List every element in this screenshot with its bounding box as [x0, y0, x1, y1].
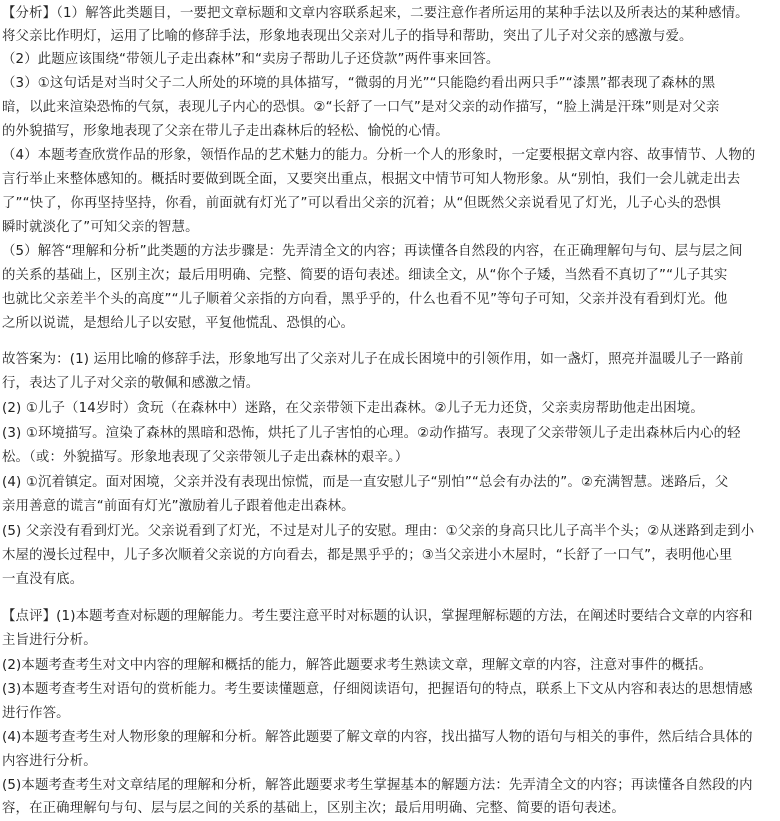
text-line: 进行作答。: [2, 706, 70, 721]
text-line: 【分析】（1）解答此类题目，一要把文章标题和文章内容联系起来，二要注意作者所运用的某种手法以及所表达的某种感情。: [2, 6, 749, 21]
text-line: 也就比父亲差半个头的高度”“儿子顺着父亲指的方向看，黑乎乎的，什么也看不见”等句子可知，父亲并没有看到灯光。他: [2, 292, 728, 307]
text-line: (4) ①沉着镇定。面对困境，父亲并没有表现出惊慌，而是一直安慰儿子“别怕”“总会有办法的”。②充满智慧。迷路后，父: [2, 475, 729, 490]
text-line: （4）本题考查欣赏作品的形象，领悟作品的艺术魅力的能力。分析一个人的形象时，一定要根据文章内容、故事情节、人物的: [2, 148, 756, 163]
text-line: 将父亲比作明灯，运用了比喻的修辞手法，形象地表现出父亲对儿子的指导和帮助，突出了儿子对父亲的感激与爱。: [2, 29, 693, 44]
text-line: 了”“快了，你再坚持坚持，你看，前面就有灯光了”可以看出父亲的沉着；从“但既然父亲说看见了灯光，儿子心头的恐惧: [2, 196, 721, 211]
text-line: 一直没有底。: [2, 572, 84, 587]
text-line: (2)本题考查考生对文中内容的理解和概括的能力，解答此题要求考生熟读文章，理解文章的内容，注意对事件的概括。: [2, 658, 712, 673]
text-line: 行，表达了儿子对父亲的敬佩和感激之情。: [2, 376, 260, 391]
text-line: 容，在正确理解句与句、层与层之间的关系的基础上，区别主次；最后用明确、完整、简要的语句表述。: [2, 801, 625, 816]
text-line: 之所以说谎，是想给儿子以安慰，平复他慌乱、恐惧的心。: [2, 316, 355, 331]
text-line: （5）解答“理解和分析”此类题的方法步骤是：先弄清全文的内容；再读懂各自然段的内容，在正确理解句与句、层与层之间: [2, 244, 743, 259]
text-line: 言行举止来整体感知的。概括时要做到既全面，又要突出重点，根据文中情节可知人物形象。从“别怕，我们一会儿就走出去: [2, 172, 741, 187]
text-line: 故答案为：(1) 运用比喻的修辞手法，形象地写出了父亲对儿子在成长困境中的引领作用，如一盏灯，照亮并温暖儿子一路前: [2, 352, 744, 367]
text-line: 木屋的漫长过程中，儿子多次顺着父亲说的方向看去，都是黑乎乎的；③当父亲进小木屋时，“长舒了一口气”，表明他心里: [2, 548, 733, 563]
text-line: 暗，以此来渲染恐怖的气氛，表现儿子内心的恐惧。②“长舒了一口气”是对父亲的动作描写，“脸上满是汗珠”则是对父亲: [2, 100, 720, 115]
text-line: 【点评】(1)本题考查对标题的理解能力。考生要注意平时对标题的认识，掌握理解标题的方法，在阐述时要结合文章的内容和: [2, 609, 753, 624]
text-line: (3)本题考查考生对语句的赏析能力。考生要读懂题意，仔细阅读语句，把握语句的特点，联系上下文从内容和表达的思想情感: [2, 682, 753, 697]
text-line: 内容进行分析。: [2, 754, 97, 769]
text-line: (3) ①环境描写。渲染了森林的黑暗和恐怖，烘托了儿子害怕的心理。②动作描写。表现了父亲带领儿子走出森林后内心的轻: [2, 426, 741, 441]
text-line: (5) 父亲没有看到灯光。父亲说看到了灯光，不过是对儿子的安慰。理由：①父亲的身高只比儿子高半个头；②从迷路到走到小: [2, 524, 755, 539]
text-line: 的外貌描写，形象地表现了父亲在带儿子走出森林后的轻松、愉悦的心情。: [2, 124, 449, 139]
text-line: 主旨进行分析。: [2, 633, 97, 648]
text-line: (2) ①儿子（14岁时）贪玩（在森林中）迷路，在父亲带领下走出森林。②儿子无力还贷，父亲卖房帮助他走出困境。: [2, 401, 704, 416]
text-line: (4)本题考查考生对人物形象的理解和分析。解答此题要了解文章的内容，找出描写人物的语句与相关的事件，然后结合具体的: [2, 730, 753, 745]
text-line: 松。（或：外貌描写。形象地表现了父亲带领儿子走出森林的艰辛。）: [2, 450, 409, 465]
text-line: （3）①这句话是对当时父子二人所处的环境的具体描写，“微弱的月光”“只能隐约看出两只手”“漆黑”都表现了森林的黑: [2, 76, 716, 91]
text-line: （2）此题应该围绕“带领儿子走出森林”和“卖房子帮助儿子还贷款”两件事来回答。: [2, 52, 500, 67]
text-line: 的关系的基础上，区别主次；最后用明确、完整、简要的语句表述。细读全文，从“你个子矮，当然看不真切了”“儿子其实: [2, 268, 728, 283]
text-line: 瞬时就淡化了”可知父亲的智慧。: [2, 220, 199, 235]
text-line: 亲用善意的谎言“前面有灯光”激励着儿子跟着他走出森林。: [2, 499, 355, 514]
text-line: (5)本题考查考生对文章结尾的理解和分析，解答此题要求考生掌握基本的解题方法：先弄清全文的内容；再读懂各自然段的内: [2, 778, 753, 793]
